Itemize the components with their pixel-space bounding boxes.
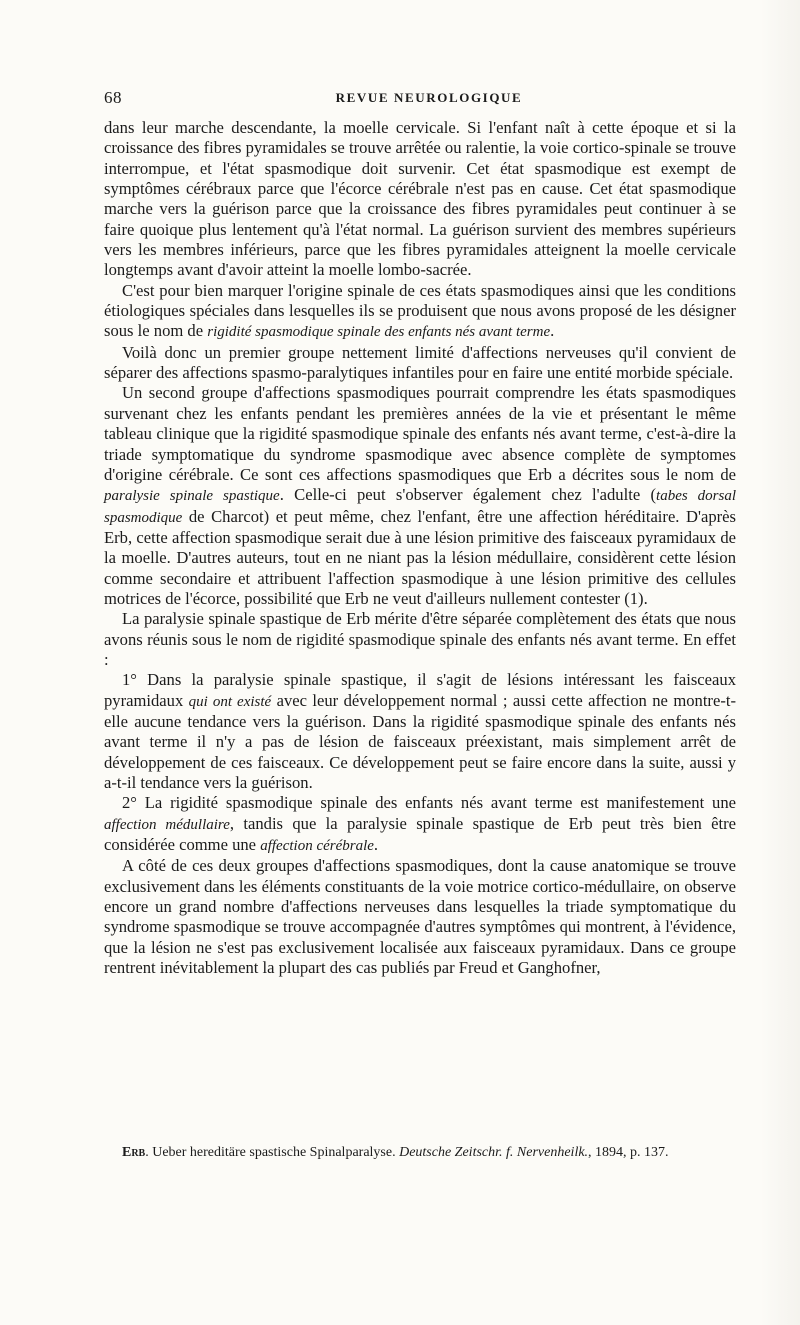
paragraph	[104, 670, 736, 793]
paragraph	[104, 609, 736, 670]
body-text	[104, 118, 736, 978]
footnote	[104, 1143, 736, 1163]
text-run: . Celle-ci peut s'observer également chez l'adulte (	[279, 485, 657, 505]
text-run: 2° La rigidité spasmodique spinale des enfants nés avant terme est manifestement une	[122, 793, 736, 813]
paragraph	[104, 383, 736, 609]
text-run: avec leur développement normal ; aussi cette affection ne montre-t-elle aucune tendance vers la guérison. Dans la rigidité spasmodique spinale des enfants nés avant terme il n'y a pas de lésion de faisceaux préexistant, mais simplement arrêt de développement de ces faisceaux. Ce développement peut se faire encore dans la suite, aussi y a-t-il tendance vers la guérison.	[104, 690, 736, 792]
text-run: C'est pour bien marquer l'origine spinale de ces états spasmodiques ainsi que les conditions étiologiques spéciales dans lesquelles ils se produisent que nous avons proposé de les désigner sous le nom de	[104, 280, 736, 341]
paragraph	[104, 281, 736, 343]
italic-text: rigidité spasmodique spinale des enfants nés avant terme	[207, 324, 551, 341]
paragraph	[104, 856, 736, 978]
paragraph	[104, 343, 736, 384]
italic-text: tabes dorsal spasmodique	[104, 488, 736, 526]
running-title: REVUE NEUROLOGIQUE	[335, 90, 523, 105]
text-run: , tandis que la paralysie spinale spastique de Erb peut très bien être considérée comme une	[104, 813, 736, 855]
paragraph	[104, 793, 736, 856]
text-run: 1° Dans la paralysie spinale spastique, il s'agit de lésions intéressant les faisceaux pyramidaux	[104, 670, 736, 710]
footnote-text	[104, 1143, 736, 1163]
page-edge-shading	[760, 0, 800, 1325]
author-name: Erb	[122, 1145, 146, 1160]
italic-text: qui ont existé	[188, 693, 272, 710]
italic-text: affection médullaire	[104, 816, 230, 833]
text-run: .	[373, 835, 379, 855]
italic-text: affection cérébrale	[260, 838, 374, 855]
text-run: Voilà donc un premier groupe nettement limité d'affections nerveuses qu'il convient de séparer des affections spasmo-paralytiques infantiles pour en faire une entité morbide spéciale.	[104, 342, 736, 383]
text-run: . Ueber hereditäre spastische Spinalparalyse.	[145, 1145, 400, 1160]
text-run: de Charcot) et peut même, chez l'enfant, être une affection héréditaire. D'après Erb, cette affection spasmodique serait due à une lésion primitive des faisceaux pyramidaux de la moelle. D'autres auteurs, tout en ne niant pas la lésion médullaire, considèrent cette lésion comme secondaire et attribuent l'affection spasmodique à une lésion primitive des cellules motrices de l'écorce, possibilité que Erb ne veut d'ailleurs nullement contester (1).	[104, 506, 736, 608]
text-run: La paralysie spinale spastique de Erb mérite d'être séparée complètement des états que nous avons réunis sous le nom de rigidité spasmodique spinale des enfants nés avant terme. En effet :	[104, 609, 736, 669]
text-run: dans leur marche descendante, la moelle cervicale. Si l'enfant naît à cette époque et si la croissance des fibres pyramidales se trouve arrêtée ou ralentie, la voie cortico-spinale se trouve interrompue, et l'état spasmodique doit survenir. Cet état spasmodique est exempt de symptômes cérébraux parce que l'écorce cérébrale n'est pas en cause. Cet état spasmodique marche vers la guérison parce que la croissance des fibres pyramidales peut continuer à se faire quoique plus lentement qu'à l'état normal. La guérison survient des membres supérieurs vers les membres inférieurs, parce que les fibres pyramidales atteignent la moelle cervicale longtemps avant d'avoir atteint la moelle lombo-sacrée.	[104, 118, 736, 280]
text-run: , 1894, p. 137.	[588, 1145, 669, 1160]
page-number: 68	[104, 88, 122, 107]
italic-text: Deutsche Zeitschr. f. Nervenheilk.	[399, 1145, 589, 1160]
text-run: .	[550, 321, 555, 341]
paragraph	[104, 118, 736, 281]
italic-text: paralysie spinale spastique	[104, 488, 280, 505]
page-header	[104, 88, 734, 112]
text-run: Un second groupe d'affections spasmodiques pourrait comprendre les états spasmodiques survenant chez les enfants pendant les premières années de la vie et présentant le même tableau clinique que la rigidité spasmodique spinale des enfants nés avant terme, c'est-à-dire la triade symptomatique du syndrome spasmodique avec absence complète de symptomes d'origine cérébrale. Ce sont ces affections spasmodiques que Erb a décrites sous le nom de	[104, 383, 736, 484]
text-run: A côté de ces deux groupes d'affections spasmodiques, dont la cause anatomique se trouve exclusivement dans les éléments constituants de la voie motrice cortico-médullaire, on observe encore un grand nombre d'affections nerveuses dans lesquelles la triade symptomatique du syndrome spasmodique se trouve accompagnée d'autres symptômes qui montrent, à l'évidence, que la lésion ne s'est pas exclusivement localisée aux faisceaux pyramidaux. Dans ce groupe rentrent inévitablement la plupart des cas publiés par Freud et Ganghofner,	[104, 856, 736, 978]
